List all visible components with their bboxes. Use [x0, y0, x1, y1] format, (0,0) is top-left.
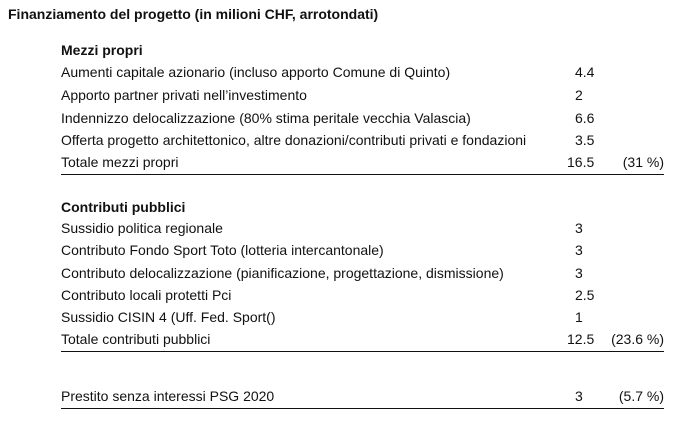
- total-percent: (23.6 %): [611, 331, 664, 347]
- row-value: 1: [575, 309, 583, 325]
- row-value: 2.5: [575, 287, 595, 303]
- total-row-mezzi-propri: [61, 154, 664, 175]
- row-label: Sussidio politica regionale: [61, 220, 223, 236]
- total-row-prestito: [61, 388, 664, 409]
- table-row: [61, 242, 664, 262]
- row-value: 3: [575, 265, 583, 281]
- total-percent: (5.7 %): [618, 388, 664, 404]
- table-row: [61, 87, 664, 107]
- row-label: Indennizzo delocalizzazione (80% stima peritale vecchia Valascia): [61, 110, 471, 126]
- total-label: Totale contributi pubblici: [61, 331, 211, 347]
- row-value: 2: [575, 87, 583, 103]
- section-heading-contributi-pubblici: Contributi pubblici: [61, 199, 186, 215]
- table-row: [61, 220, 664, 240]
- row-value: 3: [575, 242, 583, 258]
- row-label: Contributo locali protetti Pci: [61, 287, 232, 303]
- total-percent: (31 %): [622, 154, 664, 170]
- total-label: Prestito senza interessi PSG 2020: [61, 388, 275, 404]
- row-value: 3: [575, 220, 583, 236]
- table-row: [61, 287, 664, 307]
- total-value: 3: [575, 388, 583, 404]
- total-value: 12.5: [567, 331, 595, 347]
- row-label: Contributo delocalizzazione (pianificazione, progettazione, dismissione): [61, 265, 504, 281]
- table-row: [61, 110, 664, 130]
- row-value: 4.4: [575, 64, 595, 80]
- total-label: Totale mezzi propri: [61, 154, 179, 170]
- row-label: Offerta progetto architettonico, altre donazioni/contributi privati e fondazioni: [61, 132, 527, 148]
- row-value: 6.6: [575, 110, 595, 126]
- total-row-contributi-pubblici: [61, 331, 664, 352]
- document-title: Finanziamento del progetto (in milioni CHF, arrotondati): [8, 6, 379, 22]
- table-row: [61, 64, 664, 84]
- row-label: Aumenti capitale azionario (incluso apporto Comune di Quinto): [61, 64, 451, 80]
- table-row: [61, 132, 664, 152]
- section-heading-mezzi-propri: Mezzi propri: [61, 42, 143, 58]
- row-value: 3.5: [575, 132, 595, 148]
- total-value: 16.5: [567, 154, 595, 170]
- row-label: Apporto partner privati nell’investimento: [61, 87, 307, 103]
- row-label: Sussidio CISIN 4 (Uff. Fed. Sport(): [61, 309, 276, 325]
- row-label: Contributo Fondo Sport Toto (lotteria intercantonale): [61, 242, 384, 258]
- table-row: [61, 265, 664, 285]
- table-row: [61, 309, 664, 329]
